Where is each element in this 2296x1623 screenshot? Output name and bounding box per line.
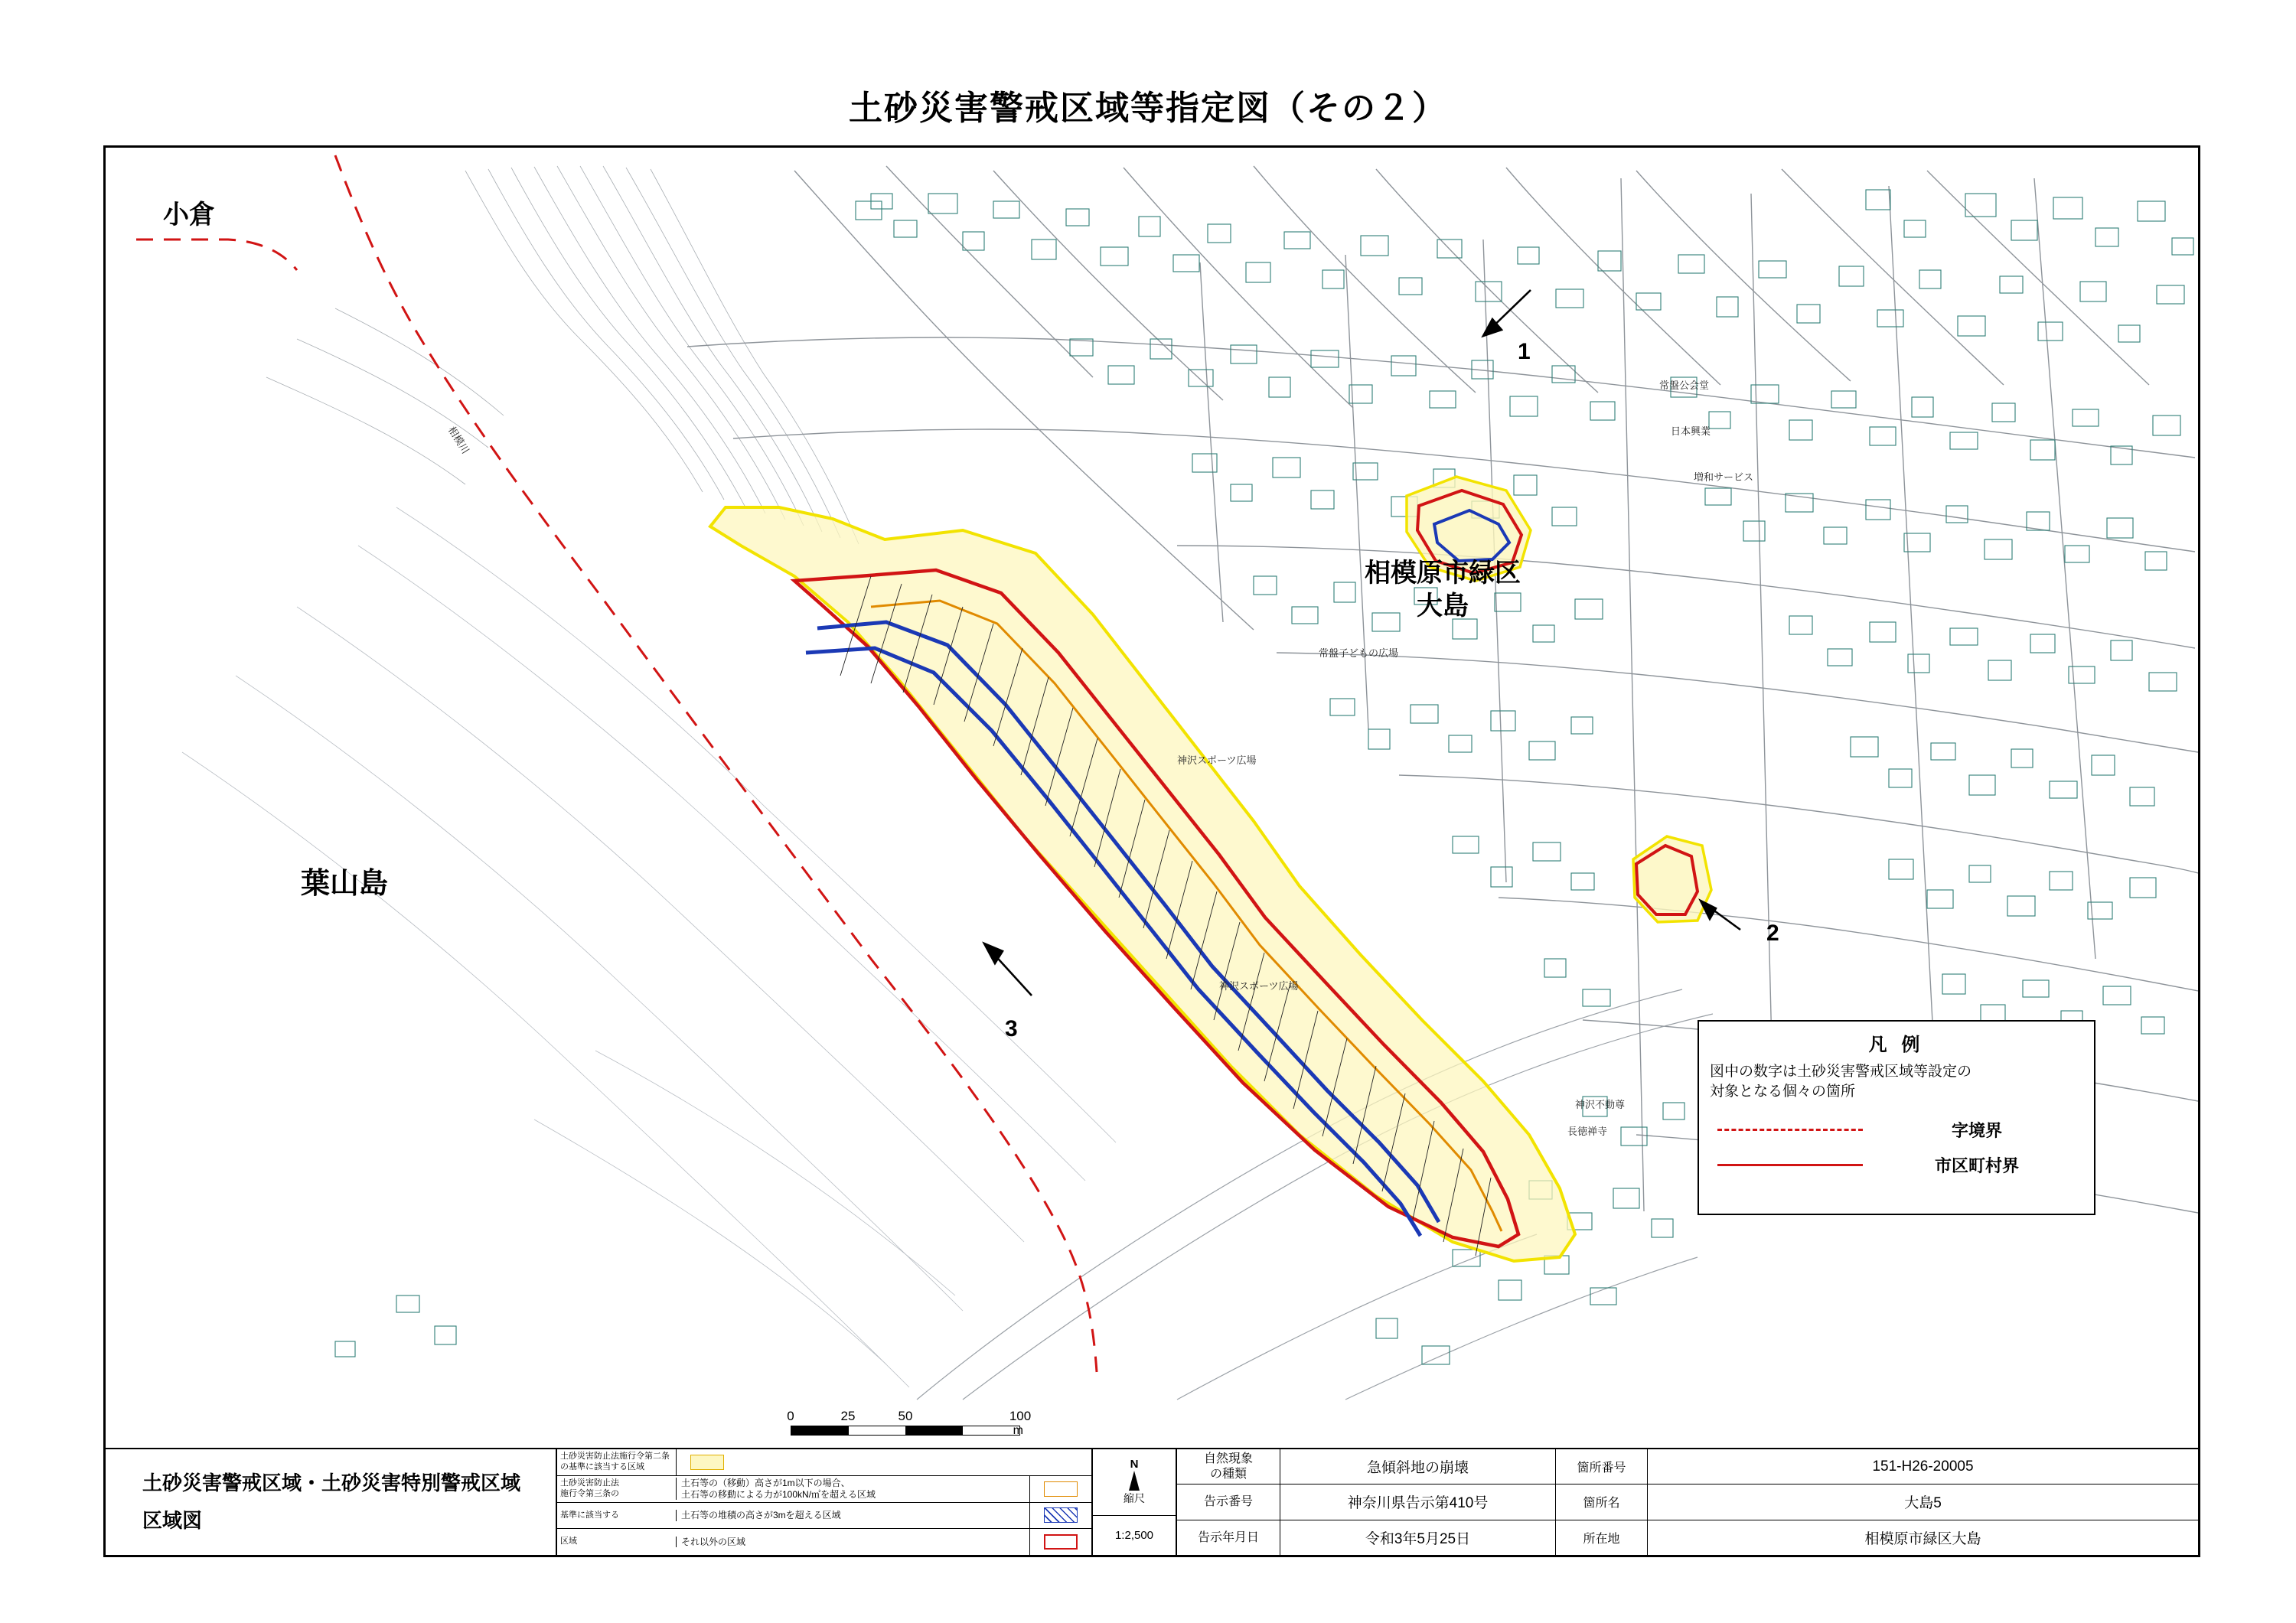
map-small-label-tokiwa-kokaido: 常盤公会堂 bbox=[1659, 380, 1710, 391]
criteria-row-4 bbox=[557, 1529, 1091, 1555]
criteria-row-2-desc bbox=[676, 1478, 1029, 1500]
criteria-row-1 bbox=[557, 1449, 1091, 1476]
scale-tick-25: 25 bbox=[840, 1409, 856, 1423]
panel-criteria bbox=[557, 1449, 1093, 1555]
legend-label-aza-boundary: 字境界 bbox=[1951, 1120, 2002, 1140]
map-small-label-kanzawa-sports-1: 神沢スポーツ広場 bbox=[1177, 754, 1257, 766]
scale-tick-0: 0 bbox=[787, 1409, 794, 1423]
criteria-row-3-desc: 土石等の堆積の高さが3mを超える区域 bbox=[676, 1510, 1029, 1520]
panel-attributes bbox=[1177, 1449, 2198, 1555]
map-small-label-bankwa-service: 増和サービス bbox=[1694, 471, 1754, 483]
attribute-row-1 bbox=[1177, 1449, 2198, 1484]
legend-label-municipal-boundary: 市区町村界 bbox=[1934, 1155, 2019, 1175]
map-small-label-kanzawa-sports-2: 神沢スポーツ広場 bbox=[1219, 980, 1299, 992]
criteria-row-2-desc-line1: 土石等の（移動）高さが1m以下の場合、 bbox=[681, 1478, 850, 1489]
scale-bar bbox=[787, 1409, 1032, 1437]
attribute-key-site-number: 箇所番号 bbox=[1556, 1449, 1648, 1484]
criteria-group-label-cont2: 区域 bbox=[560, 1537, 577, 1546]
scale-tick-100: 100 bbox=[1009, 1409, 1032, 1423]
map-frame bbox=[103, 145, 2200, 1557]
area-number-1: 1 bbox=[1518, 339, 1531, 364]
map-small-label-kanzawa-fudoson: 神沢不動尊 bbox=[1575, 1099, 1626, 1110]
criteria-group-label bbox=[557, 1478, 676, 1500]
info-panel bbox=[106, 1448, 2198, 1555]
swatch-blue-hatch bbox=[1029, 1503, 1091, 1529]
place-label-oshima bbox=[1365, 557, 1521, 622]
solid-line-icon bbox=[1710, 1164, 1870, 1166]
scale-label: 縮尺 bbox=[1124, 1492, 1145, 1505]
scale-tick-50: 50 bbox=[898, 1409, 913, 1423]
dashed-line-icon bbox=[1710, 1129, 1870, 1131]
scale-unit: m bbox=[1013, 1424, 1023, 1437]
attribute-key-phenomenon bbox=[1177, 1449, 1280, 1484]
attribute-key-phenomenon-line2: の種類 bbox=[1209, 1467, 1247, 1481]
north-letter: N bbox=[1130, 1458, 1139, 1471]
place-label-kokura: 小倉 bbox=[163, 200, 215, 230]
attribute-key-notice-number: 告示番号 bbox=[1177, 1484, 1280, 1519]
panel-north-scale bbox=[1093, 1449, 1177, 1555]
legend-row-aza-boundary bbox=[1710, 1112, 2083, 1147]
criteria-row-3 bbox=[557, 1503, 1091, 1530]
attribute-value-notice-number: 神奈川県告示第410号 bbox=[1280, 1484, 1556, 1519]
area-number-3: 3 bbox=[1005, 1016, 1018, 1041]
swatch-yellow bbox=[676, 1449, 738, 1475]
map-small-label-sagamigawa: 相模川 bbox=[445, 424, 472, 456]
attribute-key-phenomenon-line1: 自然現象 bbox=[1203, 1452, 1253, 1466]
map-small-label-tokiwa-kodomo: 常盤子どもの広場 bbox=[1319, 647, 1399, 659]
area-number-2: 2 bbox=[1766, 921, 1779, 946]
attribute-value-location: 相模原市緑区大島 bbox=[1864, 1530, 1981, 1547]
criteria-row-4-desc: それ以外の区域 bbox=[676, 1537, 1029, 1547]
legend-row-municipal-boundary bbox=[1710, 1147, 2083, 1182]
criteria-group-label-cont1: 基準に該当する bbox=[560, 1510, 619, 1520]
panel-title bbox=[106, 1449, 557, 1555]
attribute-key-location: 所在地 bbox=[1556, 1520, 1648, 1555]
attribute-value-site-number: 151-H26-20005 bbox=[1872, 1458, 1974, 1475]
panel-title-line2: 区域図 bbox=[142, 1509, 203, 1532]
attribute-value-notice-date: 令和3年5月25日 bbox=[1280, 1520, 1556, 1555]
page-title: 土砂災害警戒区域等指定図（その２） bbox=[849, 90, 1447, 127]
scale-bar-graphic bbox=[791, 1426, 1020, 1436]
legend-box bbox=[1698, 1020, 2095, 1215]
criteria-row-1-label: 土砂災害防止法施行令第二条の基準に該当する区域 bbox=[560, 1452, 670, 1471]
panel-title-line1: 土砂災害警戒区域・土砂災害特別警戒区域 bbox=[142, 1471, 521, 1494]
criteria-group-label-line1: 土砂災害防止法 bbox=[560, 1478, 619, 1488]
place-label-oshima-line1: 相模原市緑区 bbox=[1365, 559, 1521, 588]
attribute-key-notice-date: 告示年月日 bbox=[1177, 1520, 1280, 1555]
north-arrow bbox=[1093, 1449, 1176, 1515]
place-label-hayamajima: 葉山島 bbox=[301, 868, 389, 900]
attribute-value-phenomenon: 急傾斜地の崩壊 bbox=[1280, 1449, 1556, 1484]
swatch-red-outline bbox=[1029, 1529, 1091, 1555]
legend-note-line1: 図中の数字は土砂災害警戒区域等設定の bbox=[1710, 1064, 1972, 1080]
map-small-label-nihonkogyo: 日本興業 bbox=[1671, 425, 1711, 437]
scale-value: 1:2,500 bbox=[1093, 1515, 1176, 1555]
criteria-row-2 bbox=[557, 1476, 1091, 1503]
map-small-label-chotokuzenji: 長徳禅寺 bbox=[1567, 1126, 1608, 1137]
swatch-orange bbox=[1029, 1476, 1091, 1502]
legend-note bbox=[1710, 1062, 2083, 1101]
criteria-group-label-line2: 施行令第三条の bbox=[560, 1488, 619, 1498]
attribute-value-site-name: 大島5 bbox=[1904, 1495, 1942, 1512]
attribute-row-2 bbox=[1177, 1484, 2198, 1520]
attribute-key-site-name: 箇所名 bbox=[1556, 1484, 1648, 1519]
criteria-row-2-desc-line2: 土石等の移動による力が100kN/㎡を超える区域 bbox=[681, 1488, 876, 1500]
north-arrow-icon bbox=[1129, 1471, 1140, 1491]
legend-title: 凡 例 bbox=[1868, 1035, 1925, 1055]
legend-note-line2: 対象となる個々の箇所 bbox=[1710, 1083, 1856, 1100]
attribute-row-3 bbox=[1177, 1520, 2198, 1555]
place-label-oshima-line2: 大島 bbox=[1417, 591, 1469, 621]
